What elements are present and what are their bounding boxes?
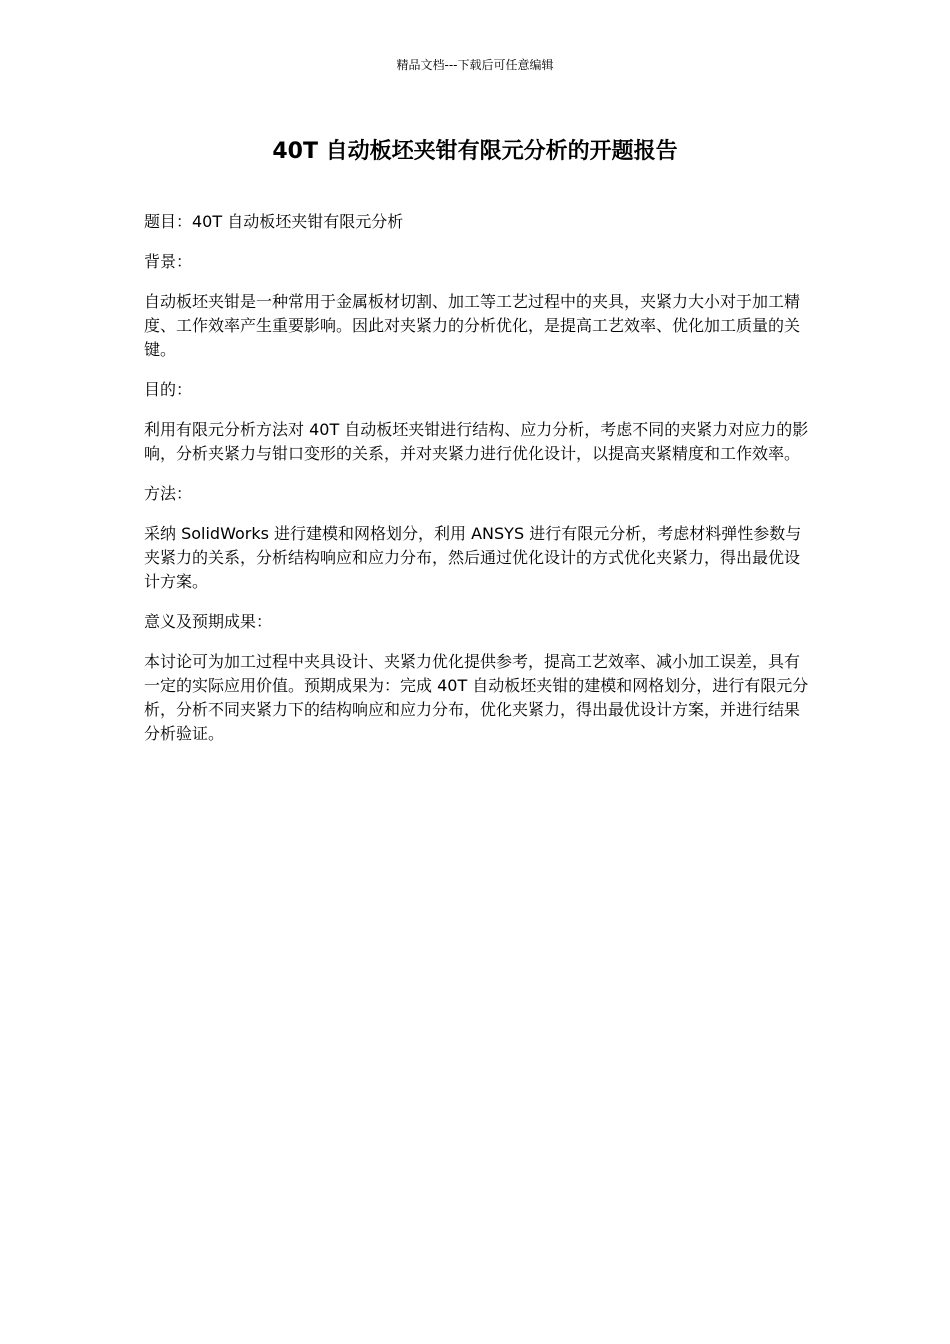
header-note: 精品文档---下载后可任意编辑 (396, 58, 554, 72)
section-heading-significance: 意义及预期成果： (144, 612, 273, 631)
section-body-background: 自动板坯夹钳是一种常用于金属板材切割、加工等工艺过程中的夹具，夹紧力大小对于加工精度、工作效率产生重要影响。因此对夹紧力的分析优化，是提高工艺效率、优化加工质量的关键。 (144, 292, 801, 359)
section-heading-method: 方法： (144, 484, 193, 503)
document-title: 40T 自动板坯夹钳有限元分析的开题报告 (272, 139, 678, 164)
section-heading-background: 背景： (144, 252, 193, 271)
section-body-significance: 本讨论可为加工过程中夹具设计、夹紧力优化提供参考，提高工艺效率、减小加工误差，具有一定的实际应用价值。预期成果为：完成 40T 自动板坯夹钳的建模和网格划分，进行有限元分析，分析不同夹紧力下的结构响应和应力分布，优化夹紧力，得出最优设计方案，并进行结果分析验证。 (144, 652, 809, 743)
section-body-method: 采纳 SolidWorks 进行建模和网格划分，利用 ANSYS 进行有限元分析，考虑材料弹性参数与夹紧力的关系，分析结构响应和应力分布，然后通过优化设计的方式优化夹紧力，得出最优设计方案。 (144, 524, 802, 591)
document-body (144, 210, 812, 762)
subject-line: 题目：40T 自动板坯夹钳有限元分析 (144, 212, 404, 231)
section-body-purpose: 利用有限元分析方法对 40T 自动板坯夹钳进行结构、应力分析，考虑不同的夹紧力对应力的影响，分析夹紧力与钳口变形的关系，并对夹紧力进行优化设计，以提高夹紧精度和工作效率。 (144, 420, 809, 463)
section-heading-purpose: 目的： (144, 380, 193, 399)
